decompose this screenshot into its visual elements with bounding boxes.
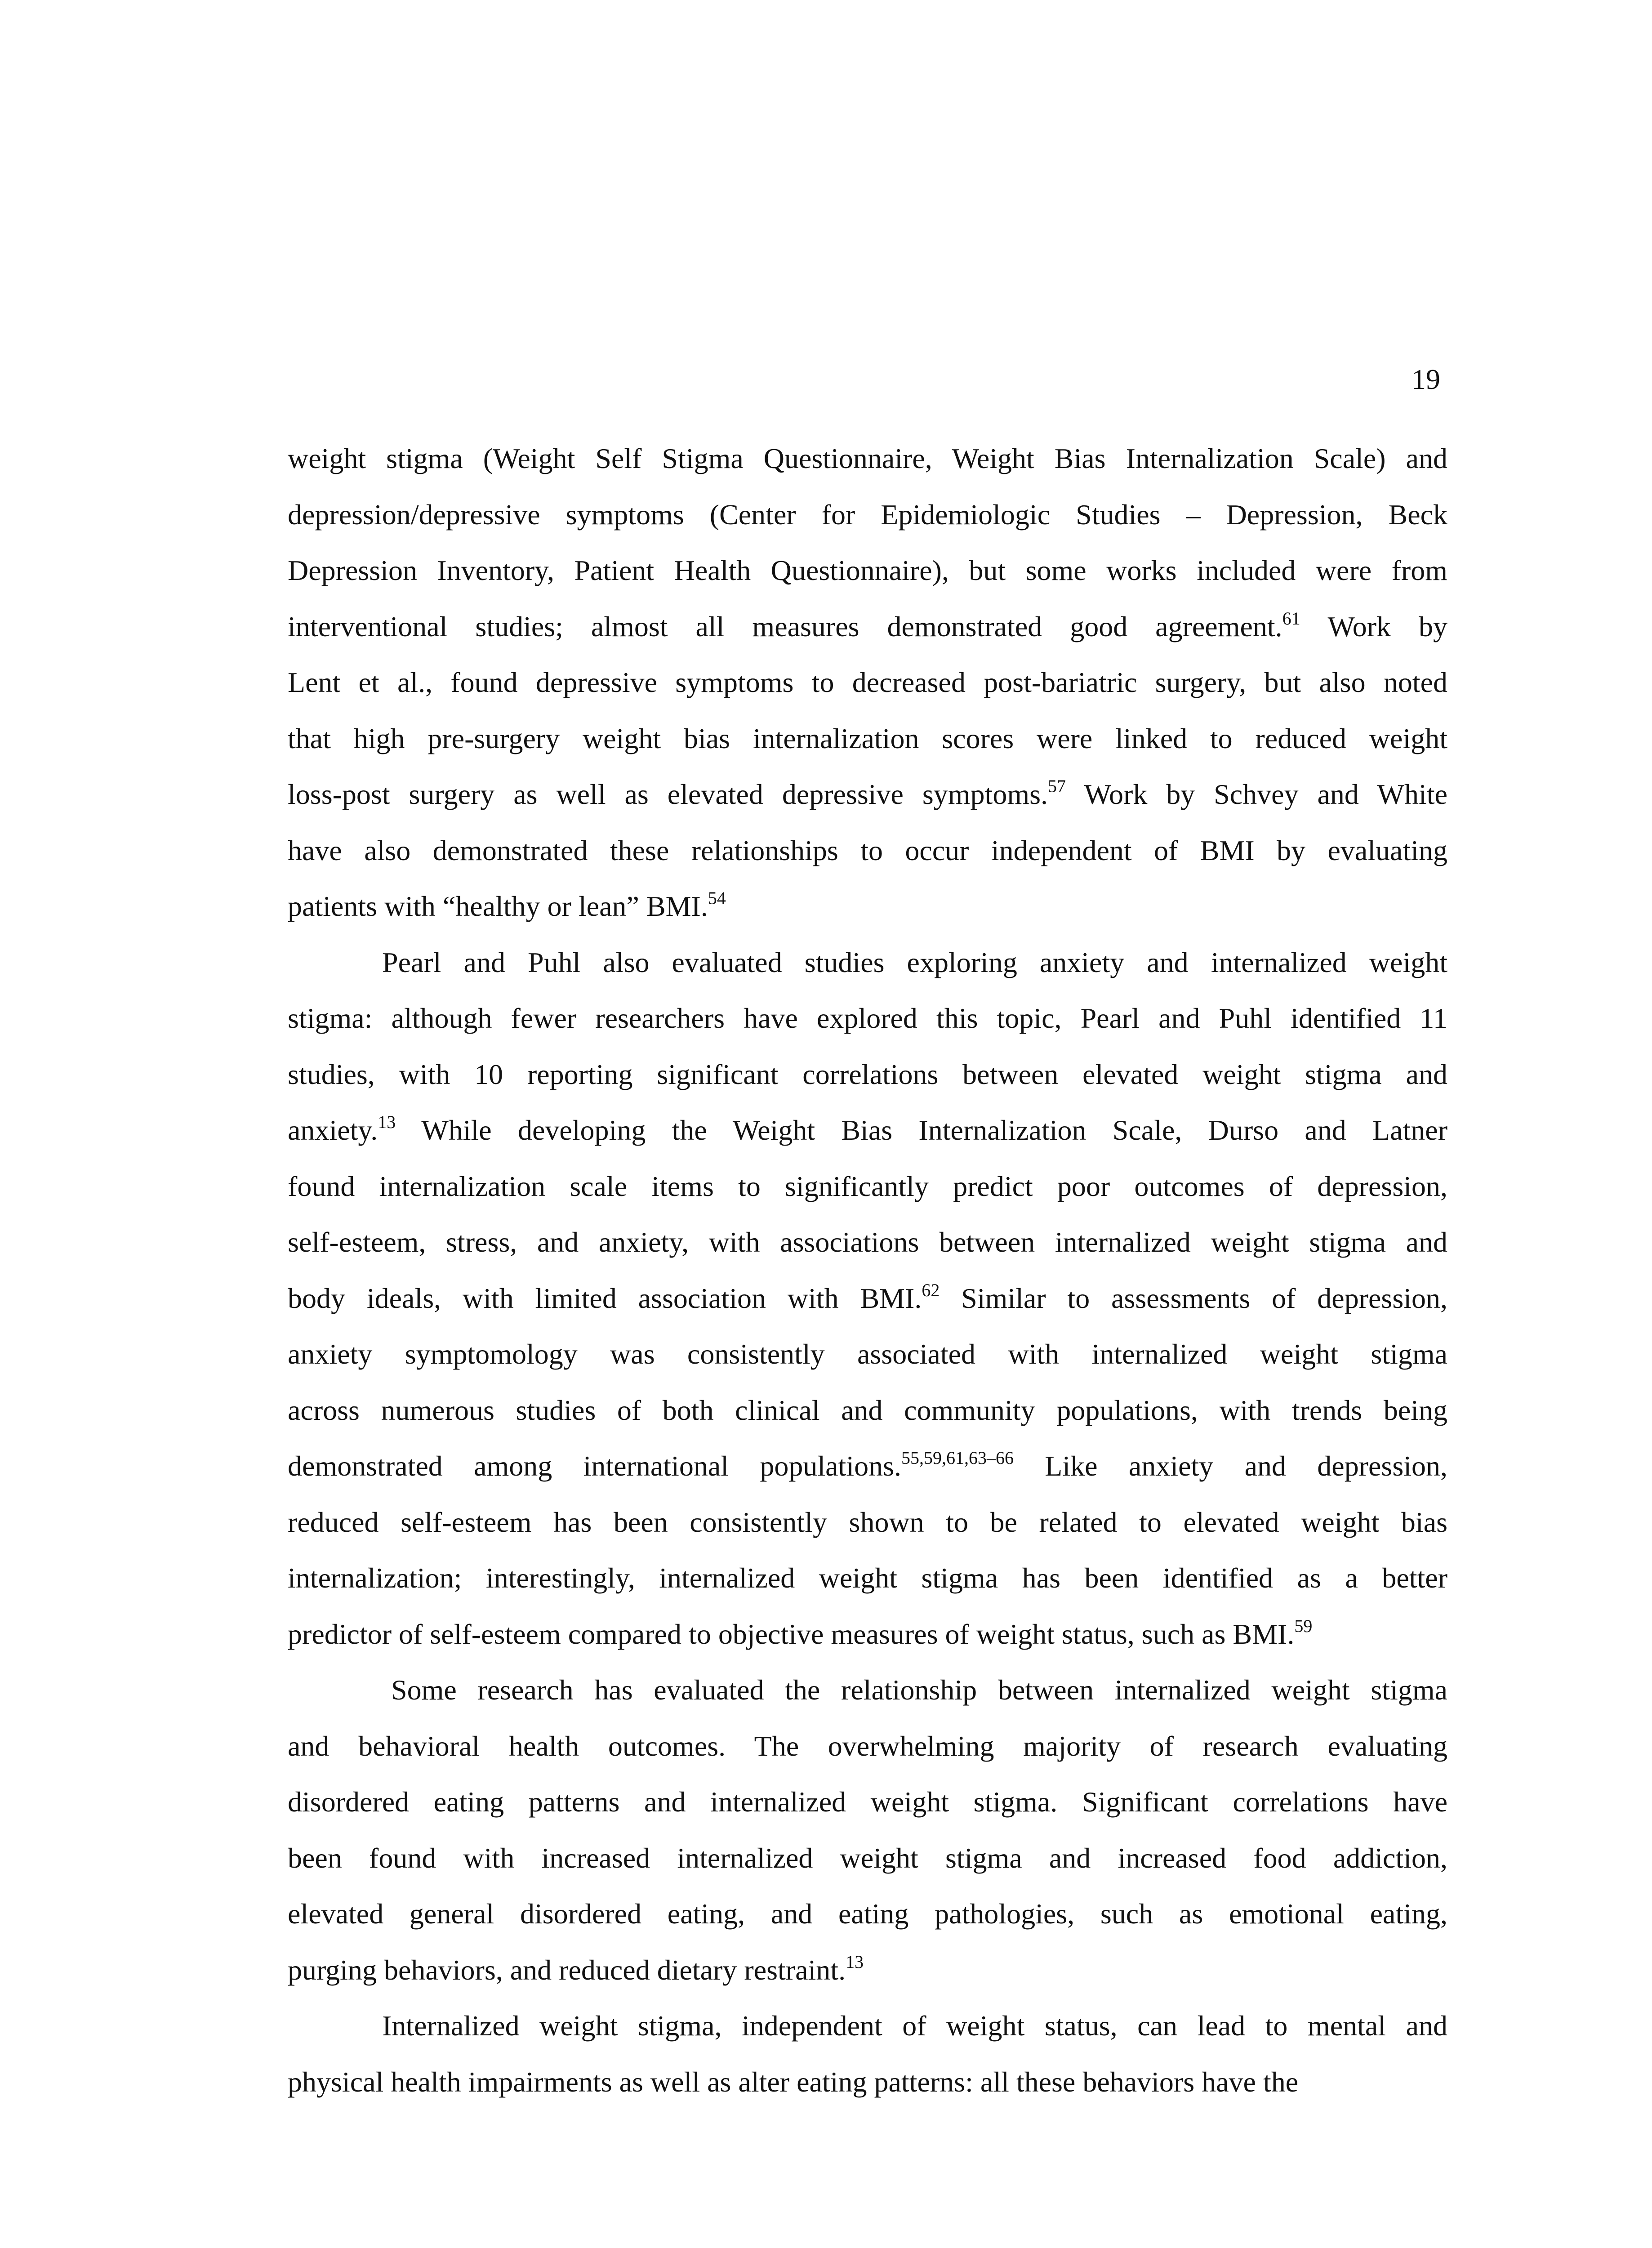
citation-superscript: 61	[1282, 608, 1300, 629]
text-segment: reduced self-esteem has been consistently shown to be related to elevated weight bias	[288, 1506, 1447, 1538]
text-line	[288, 1998, 1447, 2054]
text-segment: anxiety.	[288, 1114, 378, 1146]
text-segment: across numerous studies of both clinical and community populations, with trends being	[288, 1394, 1447, 1426]
text-line	[288, 1271, 1447, 1327]
text-segment: Internalized weight stigma, independent of weight status, can lead to mental and	[382, 2010, 1447, 2042]
text-line	[288, 1102, 1447, 1159]
text-line	[288, 431, 1447, 487]
text-line	[288, 1438, 1447, 1494]
citation-superscript: 55,59,61,63–66	[901, 1448, 1014, 1468]
text-segment: and behavioral health outcomes. The overwhelming majority of research evaluating	[288, 1730, 1447, 1762]
text-segment: have also demonstrated these relationships to occur independent of BMI by evaluating	[288, 834, 1447, 866]
citation-superscript: 13	[378, 1112, 396, 1132]
citation-superscript: 62	[922, 1280, 940, 1300]
text-line	[288, 487, 1447, 543]
text-segment: patients with “healthy or lean” BMI.	[288, 890, 708, 922]
text-segment: disordered eating patterns and internalized weight stigma. Significant correlations have	[288, 1786, 1447, 1818]
text-line	[288, 935, 1447, 991]
text-segment: Lent et al., found depressive symptoms to decreased post-bariatric surgery, but also noted	[288, 666, 1447, 698]
text-segment: anxiety symptomology was consistently associated with internalized weight stigma	[288, 1338, 1447, 1370]
text-segment: loss-post surgery as well as elevated depressive symptoms.	[288, 778, 1048, 810]
text-segment: demonstrated among international populations.	[288, 1450, 901, 1482]
text-segment: interventional studies; almost all measures demonstrated good agreement.	[288, 610, 1282, 642]
text-segment: weight stigma (Weight Self Stigma Questionnaire, Weight Bias Internalization Scale) and	[288, 442, 1447, 474]
text-line	[288, 1942, 1447, 1998]
text-segment: predictor of self-esteem compared to objective measures of weight status, such as BMI.	[288, 1618, 1295, 1650]
text-line	[288, 1494, 1447, 1551]
text-line	[288, 711, 1447, 767]
text-segment: While developing the Weight Bias Internalization Scale, Durso and Latner	[396, 1114, 1447, 1146]
text-line	[288, 1383, 1447, 1439]
citation-superscript: 13	[846, 1951, 864, 1972]
text-segment: stigma: although fewer researchers have explored this topic, Pearl and Puhl identified 11	[288, 1002, 1447, 1034]
text-line	[288, 1774, 1447, 1830]
paragraph	[288, 1662, 1447, 1998]
citation-superscript: 59	[1294, 1615, 1313, 1636]
text-line	[288, 1047, 1447, 1103]
paragraph	[288, 1998, 1447, 2110]
text-segment: purging behaviors, and reduced dietary restraint.	[288, 1954, 846, 1986]
text-line	[288, 1326, 1447, 1383]
page-number: 19	[1412, 363, 1440, 395]
text-line	[288, 990, 1447, 1047]
paragraph	[288, 431, 1447, 935]
text-line	[288, 823, 1447, 879]
text-line	[288, 767, 1447, 823]
text-line	[288, 543, 1447, 599]
text-line	[288, 1830, 1447, 1887]
text-segment: Depression Inventory, Patient Health Questionnaire), but some works included were from	[288, 554, 1447, 586]
text-segment: Work by Schvey and White	[1066, 778, 1447, 810]
text-segment: Work by	[1300, 610, 1448, 642]
text-segment: internalization; interestingly, internalized weight stigma has been identified as a better	[288, 1562, 1447, 1594]
text-line	[288, 1886, 1447, 1942]
text-segment: that high pre-surgery weight bias internalization scores were linked to reduced weight	[288, 722, 1447, 754]
text-segment: elevated general disordered eating, and eating pathologies, such as emotional eating,	[288, 1898, 1447, 1930]
text-line	[288, 1662, 1447, 1718]
text-segment: found internalization scale items to significantly predict poor outcomes of depression,	[288, 1170, 1447, 1202]
text-line	[288, 599, 1447, 655]
text-line	[288, 2054, 1447, 2110]
text-line	[288, 1159, 1447, 1215]
text-segment: Pearl and Puhl also evaluated studies exploring anxiety and internalized weight	[382, 946, 1447, 978]
text-segment: Similar to assessments of depression,	[940, 1282, 1448, 1314]
text-segment: depression/depressive symptoms (Center for Epidemiologic Studies – Depression, Beck	[288, 498, 1447, 531]
text-segment: Some research has evaluated the relationship between internalized weight stigma	[391, 1674, 1447, 1706]
text-segment: studies, with 10 reporting significant correlations between elevated weight stigma and	[288, 1058, 1447, 1090]
text-segment: been found with increased internalized weight stigma and increased food addiction,	[288, 1842, 1447, 1874]
body-text	[288, 431, 1447, 2110]
citation-superscript: 54	[708, 888, 726, 908]
paragraph	[288, 935, 1447, 1663]
text-line	[288, 879, 1447, 935]
text-line	[288, 1606, 1447, 1663]
citation-superscript: 57	[1048, 776, 1066, 796]
text-line	[288, 1214, 1447, 1271]
text-segment: body ideals, with limited association with BMI.	[288, 1282, 922, 1314]
text-segment: Like anxiety and depression,	[1014, 1450, 1448, 1482]
text-line	[288, 1550, 1447, 1606]
text-segment: physical health impairments as well as alter eating patterns: all these behaviors have the	[288, 2065, 1299, 2098]
text-line	[288, 655, 1447, 711]
text-line	[288, 1718, 1447, 1775]
text-segment: self-esteem, stress, and anxiety, with associations between internalized weight stigma and	[288, 1226, 1447, 1258]
